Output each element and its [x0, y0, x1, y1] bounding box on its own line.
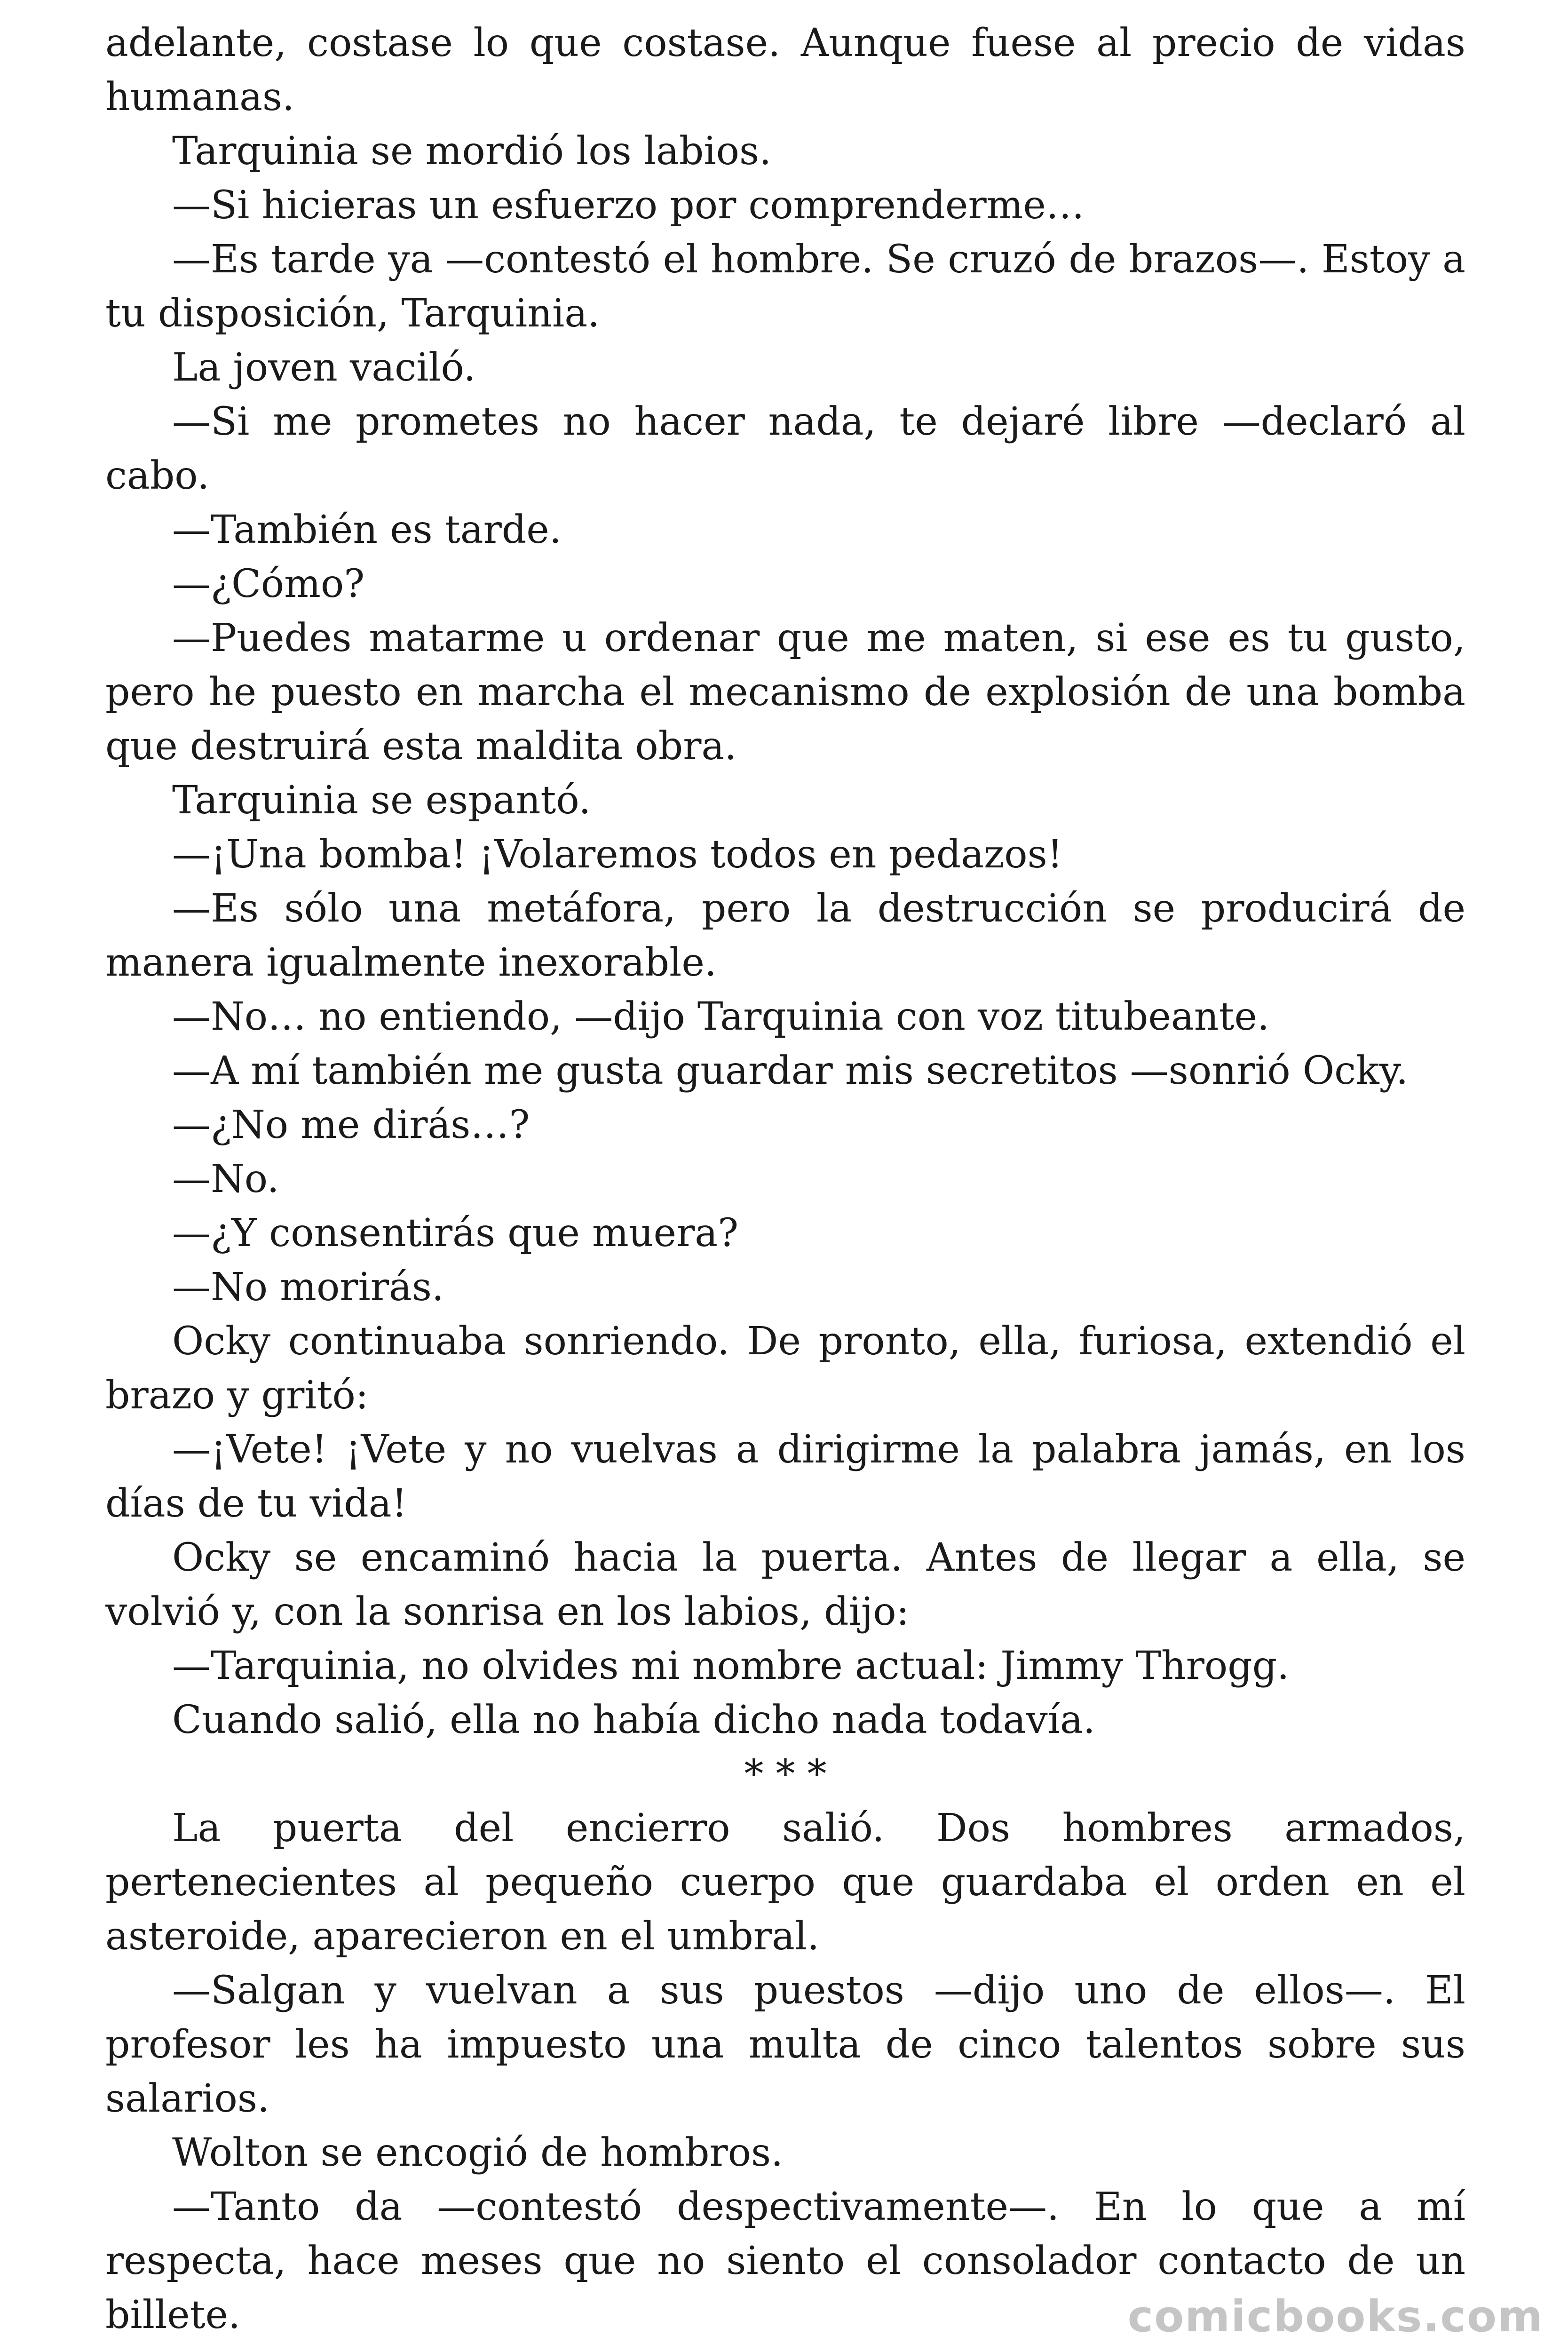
paragraph: —No… no entiendo, —dijo Tarquinia con voz titubeante. — [172, 994, 1270, 1039]
paragraph: —¿No me dirás…? — [172, 1103, 530, 1147]
text-block-before-break — [105, 16, 1465, 1747]
paragraph: La joven vaciló. — [172, 345, 476, 390]
paragraph: —Es sólo una metáfora, pero la destrucción se producirá de manera igualmente inexorable. — [105, 886, 1465, 985]
paragraph: —A mí también me gusta guardar mis secretitos —sonrió Ocky. — [172, 1049, 1409, 1093]
paragraph: Tarquinia se mordió los labios. — [172, 129, 772, 174]
paragraph: La puerta del encierro salió. Dos hombres armados, pertenecientes al pequeño cuerpo que guardaba el orden en el asteroide, aparecieron en el umbral. — [105, 1806, 1465, 1959]
paragraph: —Si hicieras un esfuerzo por comprenderme… — [172, 183, 1085, 228]
paragraph: Cuando salió, ella no había dicho nada todavía. — [172, 1698, 1095, 1742]
paragraph: —Si me prometes no hacer nada, te dejaré libre —declaró al cabo. — [105, 399, 1465, 498]
paragraph: —También es tarde. — [172, 508, 562, 552]
section-break: * * * — [744, 1752, 827, 1796]
text-block-after-break — [105, 1801, 1465, 2342]
paragraph: Ocky continuaba sonriendo. De pronto, ella, furiosa, extendió el brazo y gritó: — [105, 1319, 1465, 1418]
paragraph: —¿Cómo? — [172, 562, 365, 606]
paragraph: —¡Una bomba! ¡Volaremos todos en pedazos! — [172, 832, 1063, 877]
paragraph: —Tanto da —contestó despectivamente—. En lo que a mí respecta, hace meses que no siento el consolador contacto de un billete. — [105, 2185, 1465, 2337]
paragraph: Wolton se encogió de hombros. — [172, 2130, 784, 2175]
paragraph: —No. — [172, 1157, 279, 1201]
book-page — [105, 16, 1465, 2342]
watermark: comicbooks.com — [1127, 2291, 1544, 2342]
paragraph: —¡Vete! ¡Vete y no vuelvas a dirigirme la palabra jamás, en los días de tu vida! — [105, 1427, 1465, 1526]
paragraph: —No morirás. — [172, 1265, 444, 1310]
paragraph: —Puedes matarme u ordenar que me maten, si ese es tu gusto, pero he puesto en marcha el mecanismo de explosión de una bomba que destruirá esta maldita obra. — [105, 616, 1465, 769]
paragraph: —Tarquinia, no olvides mi nombre actual: Jimmy Throgg. — [172, 1644, 1290, 1688]
paragraph: adelante, costase lo que costase. Aunque fuese al precio de vidas humanas. — [105, 21, 1465, 119]
paragraph: —Salgan y vuelvan a sus puestos —dijo uno de ellos—. El profesor les ha impuesto una multa de cinco talentos sobre sus salarios. — [105, 1968, 1465, 2121]
paragraph: —Es tarde ya —contestó el hombre. Se cruzó de brazos—. Estoy a tu disposición, Tarquinia. — [105, 237, 1465, 336]
paragraph: —¿Y consentirás que muera? — [172, 1211, 739, 1255]
paragraph: Tarquinia se espantó. — [172, 778, 591, 823]
paragraph: Ocky se encaminó hacia la puerta. Antes de llegar a ella, se volvió y, con la sonrisa en los labios, dijo: — [105, 1535, 1465, 1634]
